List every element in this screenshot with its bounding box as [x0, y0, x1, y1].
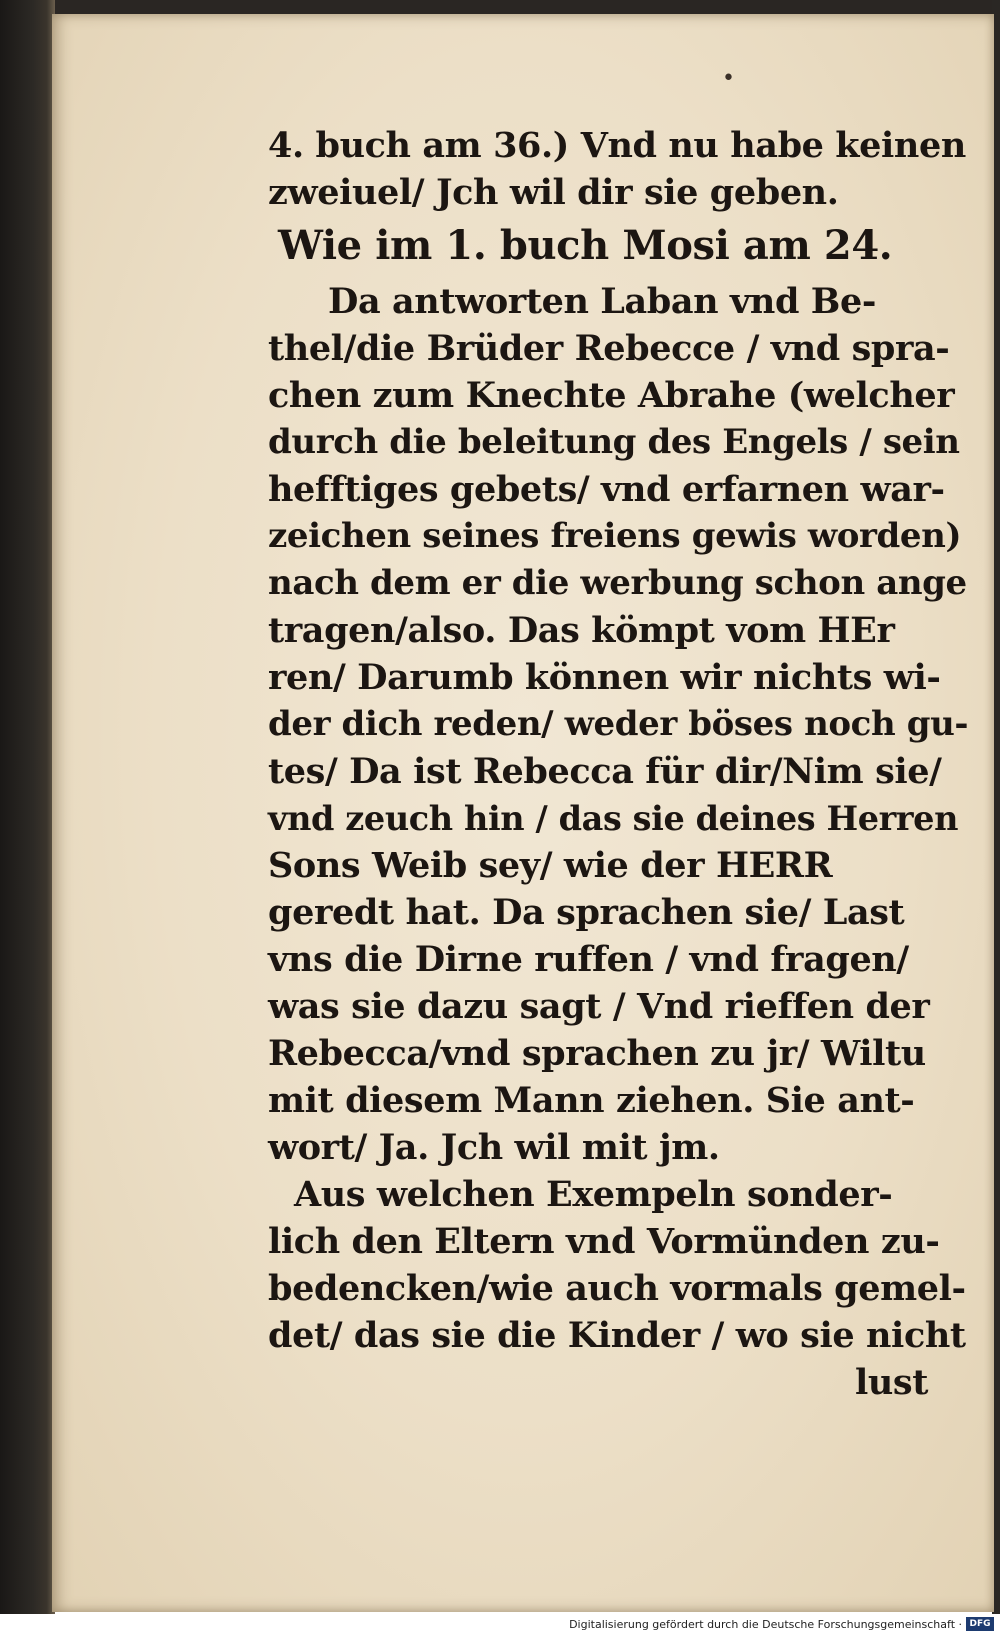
text-line: vns die Dirne ruffen / vnd fragen/ — [268, 939, 909, 980]
text-line: Rebecca/vnd sprachen zu jr/ Wiltu — [268, 1033, 926, 1074]
section-heading: Wie im 1. buch Mosi am 24. — [278, 222, 893, 269]
book-binding-edge — [0, 0, 55, 1638]
text-line: Da antworten Laban vnd Be- — [328, 281, 876, 322]
text-line: was sie dazu sagt / Vnd rieffen der — [268, 986, 930, 1027]
text-line: Aus welchen Exempeln sonder- — [294, 1174, 893, 1215]
footer-bar — [0, 1614, 1000, 1638]
text-line: lich den Eltern vnd Vormünden zu- — [268, 1221, 940, 1262]
text-line: tes/ Da ist Rebecca für dir/Nim sie/ — [268, 751, 942, 792]
text-line: zeichen seines freiens gewis worden) — [268, 516, 962, 556]
text-line: chen zum Knechte Abrahe (welcher — [268, 375, 955, 416]
text-line: thel/die Brüder Rebecce / vnd spra- — [268, 328, 950, 369]
text-line: det/ das sie die Kinder / wo sie nicht — [268, 1315, 966, 1356]
page-mark: • — [722, 66, 735, 91]
text-line: vnd zeuch hin / das sie deines Herren — [268, 799, 959, 838]
text-line: wort/ Ja. Jch wil mit jm. — [268, 1127, 720, 1168]
text-line: der dich reden/ weder böses noch gu- — [268, 704, 969, 744]
footer-credit: Digitalisierung gefördert durch die Deutsche Forschungsgemeinschaft · — [569, 1618, 962, 1631]
text-line: geredt hat. Da sprachen sie/ Last — [268, 892, 905, 933]
dfg-logo: DFG — [966, 1617, 994, 1631]
text-line: nach dem er die werbung schon ange — [268, 563, 967, 603]
text-line: durch die beleitung des Engels / sein — [268, 422, 960, 462]
page-text-block — [268, 122, 968, 1406]
text-line: 4. buch am 36.) Vnd nu habe keinen — [268, 125, 966, 166]
text-line: Sons Weib sey/ wie der HERR — [268, 845, 833, 886]
catchword: lust — [854, 1362, 928, 1403]
text-line: mit diesem Mann ziehen. Sie ant- — [268, 1080, 915, 1121]
text-line: hefftiges gebets/ vnd erfarnen war- — [268, 469, 945, 510]
text-line: bedencken/wie auch vormals gemel- — [268, 1268, 966, 1309]
text-line: ren/ Darumb können wir nichts wi- — [268, 657, 941, 698]
text-line: tragen/also. Das kömpt vom HEr — [268, 610, 895, 651]
text-line: zweiuel/ Jch wil dir sie geben. — [268, 172, 839, 213]
